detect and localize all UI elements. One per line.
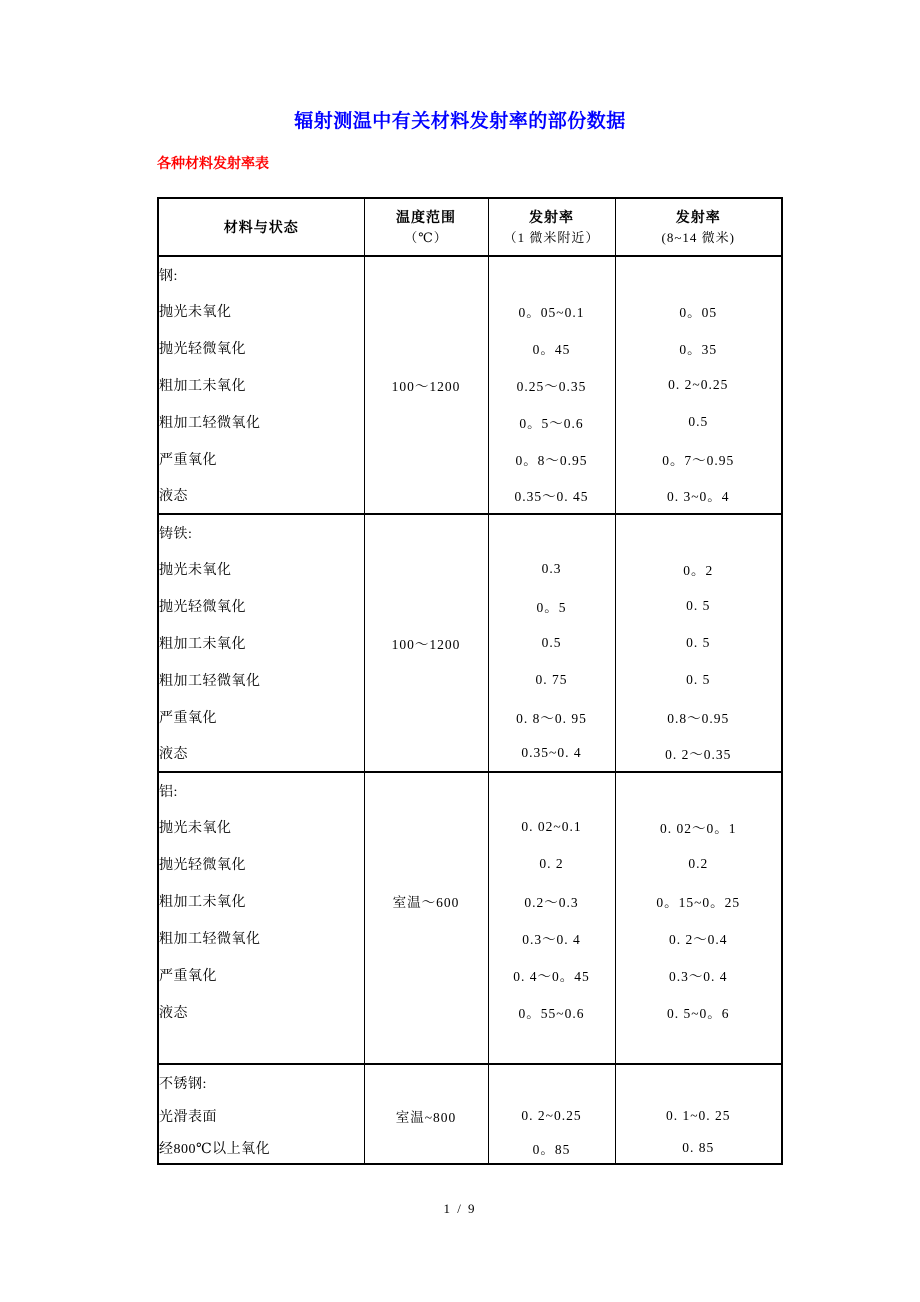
header-material-label: 材料与状态	[223, 221, 299, 236]
temp-range-cell	[364, 550, 488, 587]
table-row	[158, 1132, 782, 1164]
emissivity-1um-cell: 0. 4～0。45	[488, 956, 615, 993]
header-e1-label: 发射率	[529, 211, 574, 226]
temp-range-cell	[364, 329, 488, 366]
emissivity-1um-cell: 0.25～0.35	[488, 366, 615, 403]
header-e2-band: (8~14 微米)	[661, 230, 735, 245]
emissivity-1um-cell: 0.3	[488, 550, 615, 587]
section-label-row	[158, 1064, 782, 1100]
material-cell: 粗加工未氧化	[158, 882, 364, 919]
table-row	[158, 624, 782, 661]
empty-cell	[364, 772, 488, 808]
emissivity-8-14um-cell: 0。2	[615, 550, 782, 587]
table-row	[158, 550, 782, 587]
empty-cell	[615, 1030, 782, 1064]
empty-cell	[488, 772, 615, 808]
material-cell: 液态	[158, 735, 364, 772]
emissivity-1um-cell: 0.35～0. 45	[488, 477, 615, 514]
table-row	[158, 329, 782, 366]
table-row	[158, 587, 782, 624]
material-cell: 抛光未氧化	[158, 550, 364, 587]
emissivity-8-14um-cell: 0. 5	[615, 624, 782, 661]
temp-range-cell	[364, 919, 488, 956]
page-number: 1 / 9	[443, 1201, 477, 1216]
emissivity-1um-cell: 0。85	[488, 1132, 615, 1164]
emissivity-1um-cell: 0。5～0.6	[488, 403, 615, 440]
material-cell: 粗加工未氧化	[158, 366, 364, 403]
header-material	[158, 198, 364, 256]
table-row	[158, 993, 782, 1030]
emissivity-8-14um-cell: 0.5	[615, 403, 782, 440]
section-label-row	[158, 772, 782, 808]
table-caption: 各种材料发射率表	[157, 157, 269, 172]
temp-range-cell	[364, 292, 488, 329]
emissivity-8-14um-cell: 0。35	[615, 329, 782, 366]
material-cell: 抛光轻微氧化	[158, 329, 364, 366]
table-row	[158, 735, 782, 772]
emissivity-8-14um-cell: 0。05	[615, 292, 782, 329]
temp-range-cell: 室温~800	[364, 1100, 488, 1132]
table-row	[158, 808, 782, 845]
emissivity-8-14um-cell: 0. 2~0.25	[615, 366, 782, 403]
table-row	[158, 845, 782, 882]
emissivity-1um-cell: 0。45	[488, 329, 615, 366]
emissivity-8-14um-cell: 0. 2～0.35	[615, 735, 782, 772]
material-section-2	[158, 772, 782, 1064]
temp-range-cell	[364, 403, 488, 440]
table-row	[158, 477, 782, 514]
empty-cell	[488, 1064, 615, 1100]
emissivity-1um-cell: 0。05~0.1	[488, 292, 615, 329]
temp-range-cell	[364, 440, 488, 477]
material-cell: 严重氧化	[158, 440, 364, 477]
header-emissivity-1um	[488, 198, 615, 256]
emissivity-1um-cell: 0. 2	[488, 845, 615, 882]
temp-range-cell	[364, 477, 488, 514]
emissivity-1um-cell: 0。5	[488, 587, 615, 624]
emissivity-1um-cell: 0.35~0. 4	[488, 735, 615, 772]
table-row	[158, 919, 782, 956]
temp-range-cell	[364, 587, 488, 624]
material-cell: 抛光轻微氧化	[158, 845, 364, 882]
emissivity-8-14um-cell: 0. 5	[615, 661, 782, 698]
section-label-row	[158, 514, 782, 550]
emissivity-8-14um-cell: 0。15~0。25	[615, 882, 782, 919]
material-cell: 光滑表面	[158, 1100, 364, 1132]
header-temp-label: 温度范围	[396, 211, 456, 226]
material-cell: 抛光未氧化	[158, 292, 364, 329]
material-cell: 抛光轻微氧化	[158, 587, 364, 624]
header-emissivity-8-14um	[615, 198, 782, 256]
temp-range-cell	[364, 845, 488, 882]
empty-cell	[158, 1030, 364, 1064]
spacer-row	[158, 1030, 782, 1064]
header-e2-label: 发射率	[675, 211, 721, 226]
empty-cell	[488, 514, 615, 550]
table-header	[158, 198, 782, 256]
material-cell: 粗加工轻微氧化	[158, 661, 364, 698]
header-temp-range	[364, 198, 488, 256]
section-label: 铝:	[158, 772, 364, 808]
material-cell: 液态	[158, 477, 364, 514]
emissivity-8-14um-cell: 0. 5~0。6	[615, 993, 782, 1030]
temp-range-cell	[364, 993, 488, 1030]
material-cell: 粗加工未氧化	[158, 624, 364, 661]
table-row	[158, 366, 782, 403]
emissivity-8-14um-cell: 0。7～0.95	[615, 440, 782, 477]
temp-range-cell	[364, 698, 488, 735]
empty-cell	[615, 256, 782, 292]
temp-range-cell	[364, 808, 488, 845]
empty-cell	[615, 1064, 782, 1100]
temp-range-cell	[364, 1132, 488, 1164]
emissivity-1um-cell: 0. 8～0. 95	[488, 698, 615, 735]
table-row	[158, 698, 782, 735]
temp-range-cell	[364, 735, 488, 772]
section-label: 钢:	[158, 256, 364, 292]
table-row	[158, 403, 782, 440]
section-label: 铸铁:	[158, 514, 364, 550]
emissivity-8-14um-cell: 0. 5	[615, 587, 782, 624]
emissivity-1um-cell: 0.2～0.3	[488, 882, 615, 919]
header-row	[158, 198, 782, 256]
empty-cell	[488, 256, 615, 292]
material-cell: 严重氧化	[158, 956, 364, 993]
empty-cell	[488, 1030, 615, 1064]
material-cell: 严重氧化	[158, 698, 364, 735]
empty-cell	[364, 514, 488, 550]
table-row	[158, 440, 782, 477]
material-cell: 液态	[158, 993, 364, 1030]
emissivity-1um-cell: 0.3～0. 4	[488, 919, 615, 956]
temp-range-cell	[364, 661, 488, 698]
emissivity-1um-cell: 0. 02~0.1	[488, 808, 615, 845]
emissivity-8-14um-cell: 0.3～0. 4	[615, 956, 782, 993]
table-row	[158, 956, 782, 993]
material-cell: 粗加工轻微氧化	[158, 919, 364, 956]
temp-range-cell	[364, 956, 488, 993]
temp-range-cell: 100～1200	[364, 366, 488, 403]
emissivity-1um-cell: 0.5	[488, 624, 615, 661]
empty-cell	[364, 1064, 488, 1100]
section-label-row	[158, 256, 782, 292]
temp-range-cell: 100～1200	[364, 624, 488, 661]
header-temp-unit: （℃）	[404, 230, 448, 245]
emissivity-8-14um-cell: 0. 85	[615, 1132, 782, 1164]
material-section-0	[158, 256, 782, 514]
empty-cell	[364, 256, 488, 292]
header-e1-band: （1 微米附近）	[503, 230, 600, 245]
emissivity-1um-cell: 0。8～0.95	[488, 440, 615, 477]
table-row	[158, 1100, 782, 1132]
table-row	[158, 292, 782, 329]
material-section-3	[158, 1064, 782, 1164]
emissivity-1um-cell: 0. 75	[488, 661, 615, 698]
empty-cell	[615, 514, 782, 550]
emissivity-8-14um-cell: 0. 02～0。1	[615, 808, 782, 845]
emissivity-1um-cell: 0. 2~0.25	[488, 1100, 615, 1132]
table-row	[158, 661, 782, 698]
emissivity-1um-cell: 0。55~0.6	[488, 993, 615, 1030]
emissivity-8-14um-cell: 0. 1~0. 25	[615, 1100, 782, 1132]
emissivity-8-14um-cell: 0.2	[615, 845, 782, 882]
material-section-1	[158, 514, 782, 772]
emissivity-8-14um-cell: 0. 3~0。4	[615, 477, 782, 514]
emissivity-table	[157, 197, 783, 1165]
temp-range-cell: 室温～600	[364, 882, 488, 919]
section-label: 不锈钢:	[158, 1064, 364, 1100]
emissivity-8-14um-cell: 0.8～0.95	[615, 698, 782, 735]
material-cell: 粗加工轻微氧化	[158, 403, 364, 440]
table-row	[158, 882, 782, 919]
empty-cell	[615, 772, 782, 808]
empty-cell	[364, 1030, 488, 1064]
emissivity-8-14um-cell: 0. 2～0.4	[615, 919, 782, 956]
document-title: 辐射测温中有关材料发射率的部份数据	[294, 111, 626, 132]
material-cell: 抛光未氧化	[158, 808, 364, 845]
material-cell: 经800℃以上氧化	[158, 1132, 364, 1164]
